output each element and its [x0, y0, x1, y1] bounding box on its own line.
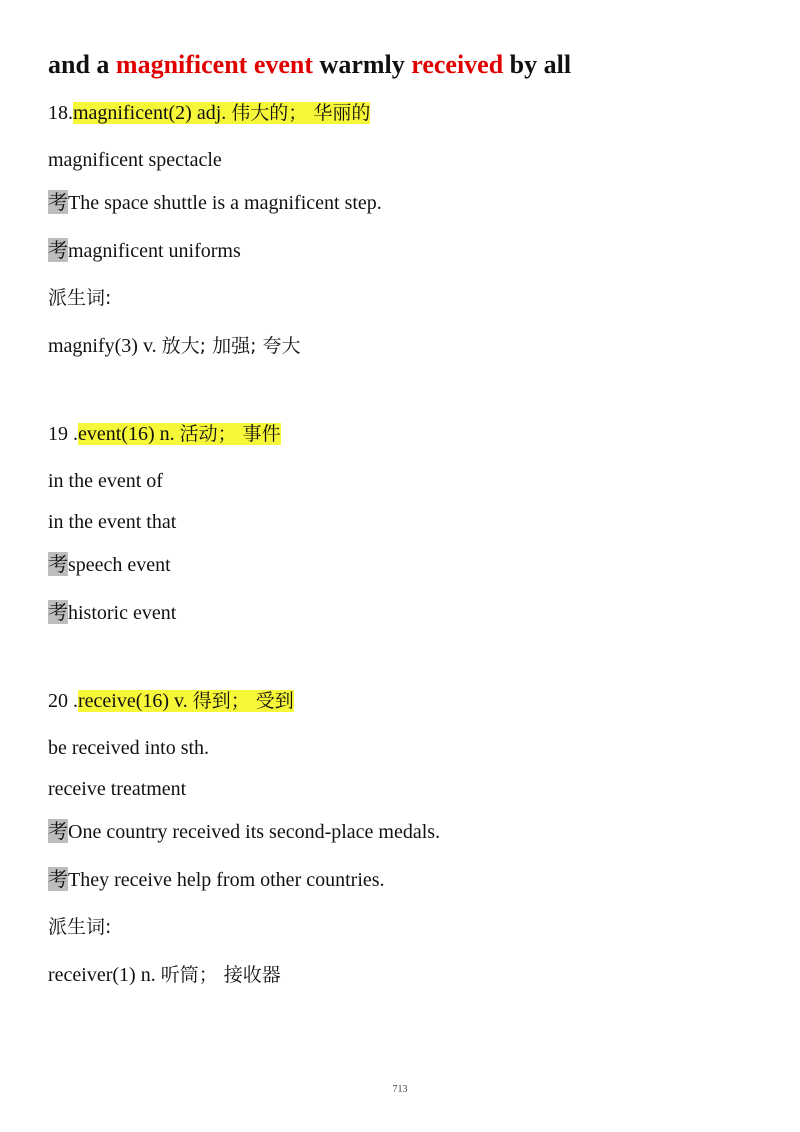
- page-heading: [48, 49, 571, 81]
- entry-19-example-1: [48, 551, 171, 578]
- derived-meaning: 听筒； 接收器: [160, 964, 281, 986]
- entry-number: 18.: [48, 102, 73, 124]
- entry-headword: event(16) n.: [78, 423, 180, 445]
- example-text: speech event: [68, 554, 171, 576]
- example-text: One country received its second-place medals.: [68, 821, 441, 843]
- exam-mark-icon: 考: [48, 552, 68, 576]
- entry-20-title: [48, 688, 294, 714]
- derived-meaning: 放大; 加强; 夸大: [161, 335, 301, 357]
- entry-meaning: 伟大的； 华丽的: [231, 102, 371, 124]
- example-text: historic event: [68, 602, 177, 624]
- entry-number: 19 .: [48, 423, 78, 445]
- example-text: magnificent uniforms: [68, 240, 241, 262]
- entry-headword: receive(16) v.: [78, 690, 193, 712]
- derived-word: magnify(3) v.: [48, 335, 162, 357]
- entry-18-example-1: [48, 189, 382, 216]
- entry-20-phrase-2: receive treatment: [48, 778, 187, 800]
- page-number: 713: [392, 1084, 408, 1095]
- entry-19-phrase-1: in the event of: [48, 470, 163, 492]
- derived-word: receiver(1) n.: [48, 964, 161, 986]
- heading-text-1: and a: [48, 50, 116, 79]
- entry-19-title: [48, 421, 281, 447]
- exam-mark-icon: 考: [48, 190, 68, 214]
- entry-20-example-2: [48, 866, 385, 893]
- entry-18-title: [48, 100, 370, 126]
- entry-20-phrase-1: be received into sth.: [48, 737, 210, 759]
- heading-keyword-received: received: [411, 50, 504, 79]
- entry-number: 20 .: [48, 690, 78, 712]
- exam-mark-icon: 考: [48, 867, 68, 891]
- exam-mark-icon: 考: [48, 819, 68, 843]
- entry-18-derived-word: [48, 333, 301, 359]
- exam-mark-icon: 考: [48, 238, 68, 262]
- example-text: They receive help from other countries.: [68, 869, 385, 891]
- entry-18-phrase-1: magnificent spectacle: [48, 149, 222, 171]
- heading-text-3: by all: [503, 50, 572, 79]
- entry-meaning: 活动； 事件: [179, 423, 281, 445]
- entry-18-derived-label: 派生词:: [48, 287, 112, 309]
- entry-headword: magnificent(2) adj.: [73, 102, 232, 124]
- entry-19-example-2: [48, 599, 176, 626]
- entry-headword-highlight: [78, 690, 294, 712]
- entry-meaning: 得到； 受到: [192, 690, 294, 712]
- entry-headword-highlight: [73, 102, 370, 124]
- heading-text-2: warmly: [313, 50, 412, 79]
- entry-19-phrase-2: in the event that: [48, 511, 177, 533]
- entry-18-example-2: [48, 237, 241, 264]
- entry-headword-highlight: [78, 423, 281, 445]
- entry-20-derived-label: 派生词:: [48, 916, 112, 938]
- exam-mark-icon: 考: [48, 600, 68, 624]
- heading-keyword-magnificent-event: magnificent event: [115, 50, 314, 79]
- entry-20-derived-word: [48, 962, 281, 988]
- example-text: The space shuttle is a magnificent step.: [68, 192, 382, 214]
- entry-20-example-1: [48, 818, 440, 845]
